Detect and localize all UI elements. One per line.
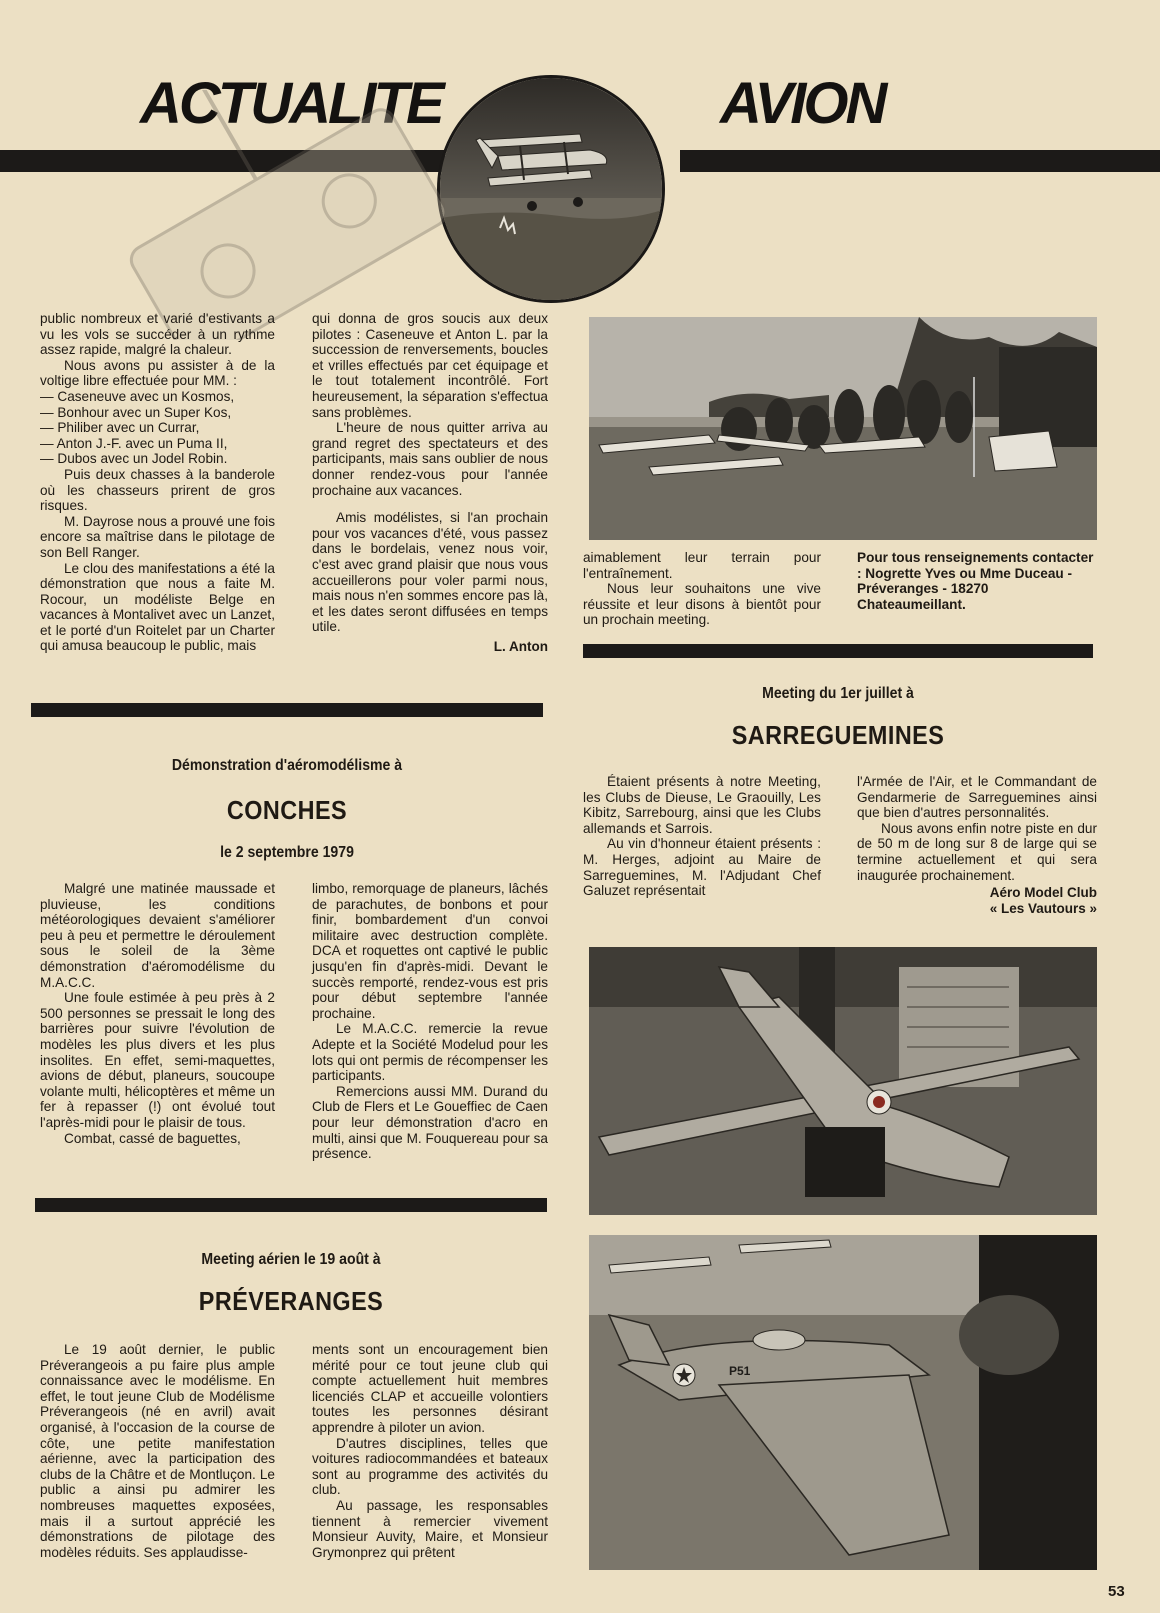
paragraph: Combat, cassé de baguettes, bbox=[64, 1130, 241, 1146]
paragraph: l'Armée de l'Air, et le Commandant de Gendarmerie de Sarreguemines ainsi que bien d'autres personnalités. bbox=[857, 774, 1097, 821]
paragraph: Puis deux chasses à la banderole où les chasseurs prirent de gros risques. bbox=[40, 466, 275, 514]
sarreguemines-col1 bbox=[583, 774, 821, 899]
paragraph: aimablement leur terrain pour l'entraînement. bbox=[583, 550, 821, 581]
section-rule bbox=[583, 644, 1093, 658]
contact-text: Pour tous renseignements contacter : Nogrette Yves ou Mme Duceau - Préveranges - 18270 Chateaumeillant. bbox=[857, 550, 1094, 612]
paragraph: qui donna de gros soucis aux deux pilotes : Caseneuve et Anton L. par la succession de renversements, boucles et vrilles effectués par cet équipage et le tout totalement incontrôlé. Fort heureusement, la séparation s'effectua sans problèmes. bbox=[312, 311, 548, 420]
paragraph: limbo, remorquage de planeurs, lâchés de parachutes, de bonbons et pour finir, bombardement d'un convoi militaire avec destruction complète. DCA et roquettes ont captivé le public jusqu'en fin d'après-midi. Devant le succès remporté, rendez-vous est pris pour début septembre l'année prochaine. bbox=[312, 881, 548, 1021]
sarreguemines-signature-line2: « Les Vautours » bbox=[989, 900, 1097, 916]
sarreguemines-col2 bbox=[857, 774, 1097, 916]
conches-col1 bbox=[40, 881, 275, 1146]
paragraph: Le M.A.C.C. remercie la revue Adepte et la Société Modelud pour les lots qui ont permis de récompenser les participants. bbox=[312, 1021, 548, 1084]
paragraph: Malgré une matinée maussade et pluvieuse, les conditions météorologiques devaient s'améliorer peu à peu et permettre le déroulement sous le soleil de la 3ème démonstration d'aéromodélisme du M.A.C.C. bbox=[40, 881, 275, 990]
page-number: 53 bbox=[1108, 1583, 1125, 1600]
paragraph: Étaient présents à notre Meeting, les Clubs de Dieuse, Le Graouilly, Les Kibitz, Sarrebourg, ainsi que les Clubs allemands et Sarrois. bbox=[583, 774, 821, 836]
list-item: — Caseneuve avec un Kosmos, bbox=[40, 388, 235, 404]
preveranges-contact bbox=[857, 550, 1097, 612]
list-item: — Anton J.-F. avec un Puma II, bbox=[40, 435, 228, 451]
sarreguemines-signature-line1: Aéro Model Club bbox=[989, 885, 1097, 901]
conches-col2 bbox=[312, 881, 548, 1162]
paragraph: Nous avons enfin notre piste en dur de 50 m de long sur 8 de large qui se termine actuellement et qui sera inaugurée prochainement. bbox=[857, 820, 1097, 883]
paragraph: D'autres disciplines, telles que voitures radiocommandées et bateaux sont au programme des activités du club. bbox=[312, 1435, 548, 1498]
preveranges-col2 bbox=[312, 1342, 548, 1560]
conches-title: CONCHES bbox=[226, 795, 348, 825]
paragraph: L'heure de nous quitter arriva au grand regret des spectateurs et des participants, mais sans oublier de nous donner rendez-vous pour l'année prochaine aux vacances. bbox=[312, 420, 548, 498]
article1-col1 bbox=[40, 311, 275, 654]
header-title-left: ACTUALITE bbox=[140, 71, 442, 136]
article1-signature: L. Anton bbox=[493, 638, 548, 654]
paragraph: public nombreux et varié d'estivants a vu les vols se succéder à un rythme assez rapide, malgré la chaleur. bbox=[40, 311, 275, 358]
list-item: — Philiber avec un Currar, bbox=[40, 420, 200, 436]
paragraph: Amis modélistes, si l'an prochain pour vos vacances d'été, vous passez dans le bordelais, venez nous voir, c'est avec grand plaisir que nous vous accueillerons pour voler parmi nous, mais nous n'en sommes encore pas là, et les dates seront diffusées en temps utile. bbox=[312, 510, 548, 635]
paragraph: Au passage, les responsables tiennent à remercier vivement Monsieur Auvity, Maire, et Monsieur Grymonprez qui prêtent bbox=[312, 1497, 548, 1560]
p51-marking: P51 bbox=[729, 1364, 751, 1378]
preveranges-kicker: Meeting aérien le 19 août à bbox=[201, 1251, 381, 1268]
sarreguemines-title: SARREGUEMINES bbox=[731, 720, 945, 750]
sarreguemines-kicker: Meeting du 1er juillet à bbox=[762, 685, 914, 702]
paragraph: Remercions aussi MM. Durand du Club de Flers et Le Goueffiec de Caen pour leur démonstration d'acro en multi, ainsi que M. Fouquereau pour sa présence. bbox=[312, 1083, 548, 1162]
list-item: — Bonhour avec un Super Kos, bbox=[40, 404, 232, 420]
paragraph: Une foule estimée à peu près à 2 500 personnes se pressait le long des barrières pour suivre l'évolution de modèles les plus divers et les plus insolites. En effet, semi-maquettes, avions de début, planeurs, soucoupe volante multi, hélicoptères et même un fer à repasser (!) ont évolué tout l'après-midi pour le plaisir de tous. bbox=[40, 990, 275, 1130]
transmitter-watermark-graphic bbox=[85, 90, 445, 340]
paragraph: ments sont un encouragement bien mérité pour ce tout jeune club qui compte actuellement huit membres licenciés CLAP et accueille volontiers toutes les personnes désirant apprendre à piloter un avion. bbox=[312, 1342, 548, 1435]
paragraph: M. Dayrose nous a prouvé une fois encore sa maîtrise dans le pilotage de son Bell Ranger. bbox=[40, 513, 275, 560]
paragraph: Nous leur souhaitons une vive réussite et leur disons à bientôt pour un prochain meeting. bbox=[583, 581, 821, 628]
header-title-right: AVION bbox=[720, 71, 885, 136]
photo-p51-model bbox=[589, 1235, 1097, 1570]
paragraph: Le clou des manifestations a été la démonstration que nous a faite M. Rocour, un modéliste Belge en vacances à Montalivet avec un Lanzet, et le porté d'un Roitelet par un Charter qui amusa beaucoup le public, mais bbox=[40, 560, 275, 654]
paragraph: Au vin d'honneur étaient présents : M. Herges, adjoint au Maire de Sarreguemines, M. l'Adjudant Chef Galuzet représentait bbox=[583, 836, 821, 899]
conches-kicker: Démonstration d'aéromodélisme à bbox=[171, 757, 403, 774]
photo-transport-plane-model bbox=[589, 947, 1097, 1215]
header-biplane-photo bbox=[437, 75, 665, 303]
paragraph: Nous avons pu assister à de la voltige libre effectuée pour MM. : bbox=[40, 357, 275, 389]
conches-date: le 2 septembre 1979 bbox=[220, 844, 354, 861]
preveranges-col1 bbox=[40, 1342, 275, 1560]
header-rule-right bbox=[680, 150, 1160, 172]
preveranges-title: PRÉVERANGES bbox=[198, 1286, 384, 1316]
photo-modelers-field bbox=[589, 317, 1097, 540]
section-rule bbox=[31, 703, 543, 717]
section-rule bbox=[35, 1198, 547, 1212]
paragraph: Le 19 août dernier, le public Préverangeois a pu faire plus ample connaissance avec le modélisme. En effet, le tout jeune Club de Modélisme Préverangeois (né en avril) avait organisé, à l'occasion de la course de côte, une petite manifestation aérienne, avec la participation des clubs de la Châtre et de Montluçon. Le public a ainsi pu admirer les nombreuses maquettes exposées, mais il a surtout apprécié les démonstrations de pilotage des modèles réduits. Ses applaudisse- bbox=[40, 1342, 275, 1560]
preveranges-col3 bbox=[583, 550, 821, 628]
article1-col2 bbox=[312, 311, 548, 654]
list-item: — Dubos avec un Jodel Robin. bbox=[40, 451, 228, 467]
